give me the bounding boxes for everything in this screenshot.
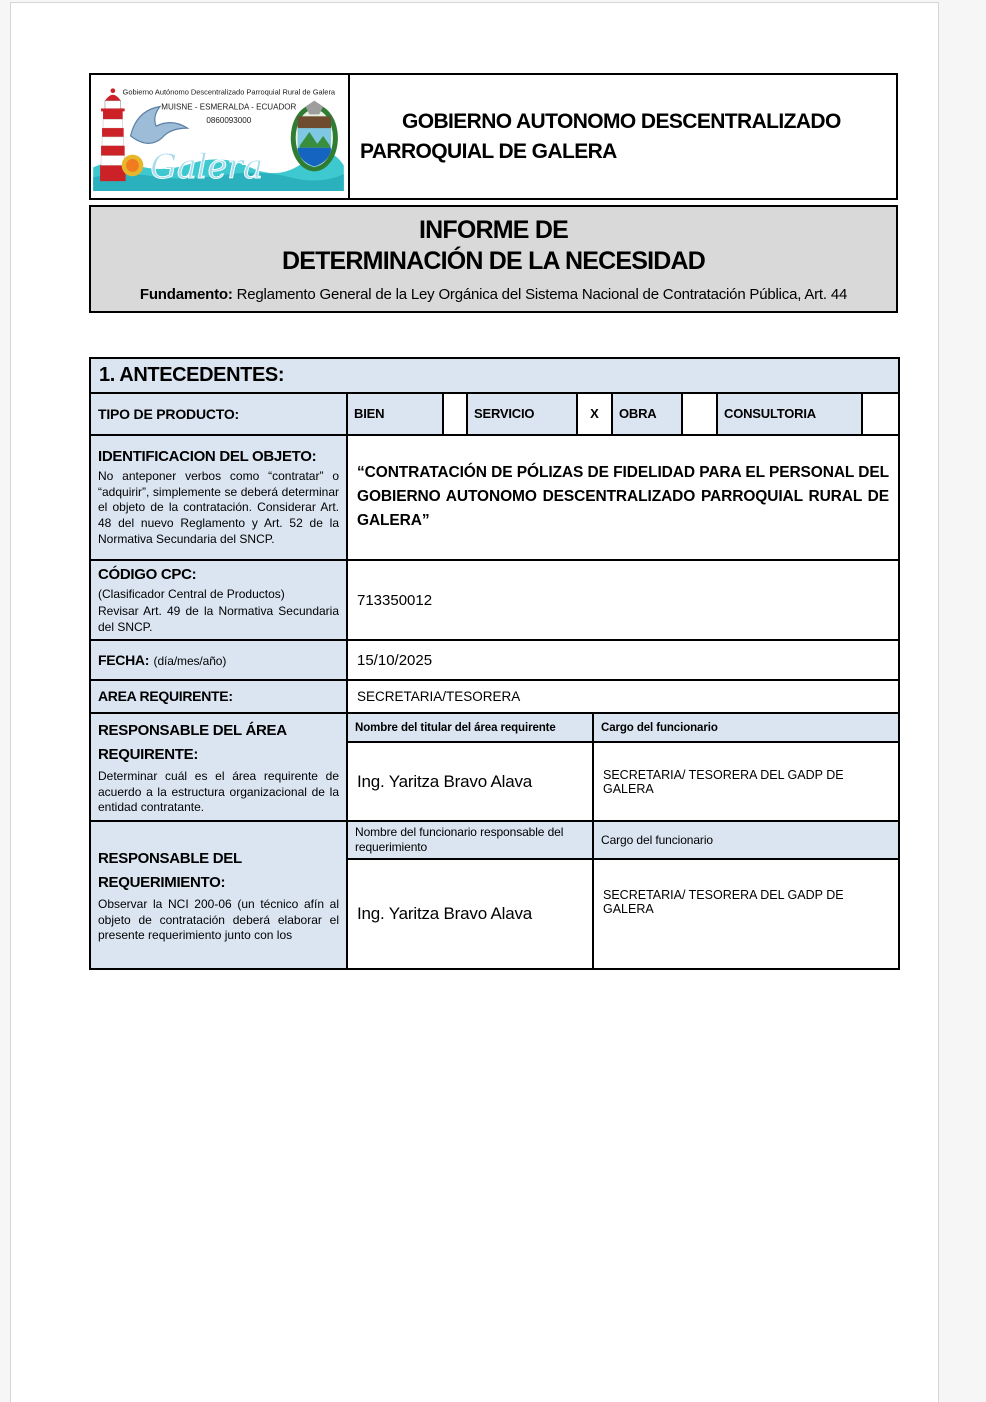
identificacion-note: No anteponer verbos como “contratar” o “adquirir”, simplemente se deberá determinar el objeto de la contratación. Considerar Art. 48 del nuevo Reglamento y Art. 52 de la Normativa Secundaria del SNCP. [98, 469, 339, 546]
document-content [89, 73, 898, 970]
doc-title-line1: INFORME DE [419, 216, 568, 244]
codigo-cpc-note2: Revisar Art. 49 de la Normativa Secundaria del SNCP. [98, 604, 339, 634]
identificacion-label-cell [90, 435, 347, 560]
logo-org-line: Gobierno Autónomo Descentralizado Parroquial Rural de Galera [122, 87, 336, 97]
logo-location-line: MUISNE - ESMERALDA - ECUADOR [161, 102, 297, 112]
responsable-req-label: RESPONSABLE DEL REQUERIMIENTO: [98, 850, 242, 892]
codigo-cpc-label: CÓDIGO CPC: [98, 565, 197, 583]
fecha-label: FECHA: [98, 651, 150, 668]
logo-phone-line: 0860093000 [206, 116, 252, 126]
responsable-req-col2-header: Cargo del funcionario [593, 821, 899, 859]
logo-cell [90, 74, 349, 199]
tipo-check-obra [682, 393, 717, 435]
area-requirente-label: AREA REQUIRENTE: [98, 688, 233, 705]
tipo-producto-label: TIPO DE PRODUCTO: [90, 393, 347, 435]
tipo-check-bien [443, 393, 467, 435]
doc-title-line2: DETERMINACIÓN DE LA NECESIDAD [281, 247, 706, 276]
details-table [89, 434, 900, 970]
document-page [10, 2, 939, 1402]
tipo-option-servicio: SERVICIO [467, 393, 577, 435]
responsable-area-name: Ing. Yaritza Bravo Alava [347, 742, 593, 821]
sun-icon [122, 155, 144, 177]
title-block [89, 205, 898, 313]
responsable-req-label-cell [90, 821, 347, 969]
identificacion-value-cell [347, 435, 899, 560]
fundamento-text: Reglamento General de la Ley Orgánica del Sistema Nacional de Contratación Pública, Art. 44 [236, 285, 848, 303]
responsable-req-name: Ing. Yaritza Bravo Alava [347, 859, 593, 969]
org-title-cell [349, 74, 897, 199]
identificacion-label: IDENTIFICACION DEL OBJETO: [98, 448, 317, 466]
fecha-label-cell [90, 640, 347, 680]
codigo-cpc-note1: (Clasificador Central de Productos) [98, 586, 285, 601]
responsable-area-col2-header: Cargo del funcionario [593, 713, 899, 742]
codigo-cpc-label-cell [90, 560, 347, 641]
codigo-cpc-value: 713350012 [347, 560, 899, 641]
fecha-value: 15/10/2025 [347, 640, 899, 680]
tipo-check-consultoria [862, 393, 899, 435]
spacer [89, 313, 898, 357]
area-requirente-label-cell [90, 680, 347, 713]
logo-script-text: Galera [150, 147, 264, 187]
responsable-req-note: Observar la NCI 200-06 (un técnico afín al objeto de contratación deberá elaborar el presente requerimiento junto con los [98, 897, 339, 943]
org-logo [93, 77, 344, 191]
responsable-area-label: RESPONSABLE DEL ÁREA REQUIRENTE: [98, 722, 287, 764]
responsable-area-note: Determinar cuál es el área requirente de acuerdo a la estructura organizacional de la entidad contratante. [98, 769, 339, 815]
tipo-option-bien: BIEN [347, 393, 443, 435]
fundamento-line [101, 285, 886, 305]
section-heading: 1. ANTECEDENTES: [90, 358, 899, 393]
org-title: GOBIERNO AUTONOMO DESCENTRALIZADO PARROQUIAL DE GALERA [360, 109, 841, 163]
tipo-option-obra: OBRA [612, 393, 682, 435]
area-requirente-value: SECRETARIA/TESORERA [347, 680, 899, 713]
responsable-area-cargo: SECRETARIA/ TESORERA DEL GADP DE GALERA [593, 742, 899, 821]
fundamento-label: Fundamento: [139, 285, 233, 303]
objeto-contratacion-text: “CONTRATACIÓN DE PÓLIZAS DE FIDELIDAD PARA EL PERSONAL DEL GOBIERNO AUTONOMO DESCENTRALIZADO PARROQUIAL RURAL DE GALERA” [357, 464, 890, 530]
responsable-area-label-cell [90, 713, 347, 821]
tipo-option-consultoria: CONSULTORIA [717, 393, 862, 435]
tipo-check-servicio: X [577, 393, 612, 435]
responsable-req-cargo: SECRETARIA/ TESORERA DEL GADP DE GALERA [593, 859, 899, 969]
fecha-format-note: (día/mes/año) [153, 653, 227, 668]
responsable-req-col1-header: Nombre del funcionario responsable del requerimiento [347, 821, 593, 859]
tipo-producto-table [89, 357, 900, 436]
responsable-area-col1-header: Nombre del titular del área requirente [347, 713, 593, 742]
header-table [89, 73, 898, 200]
